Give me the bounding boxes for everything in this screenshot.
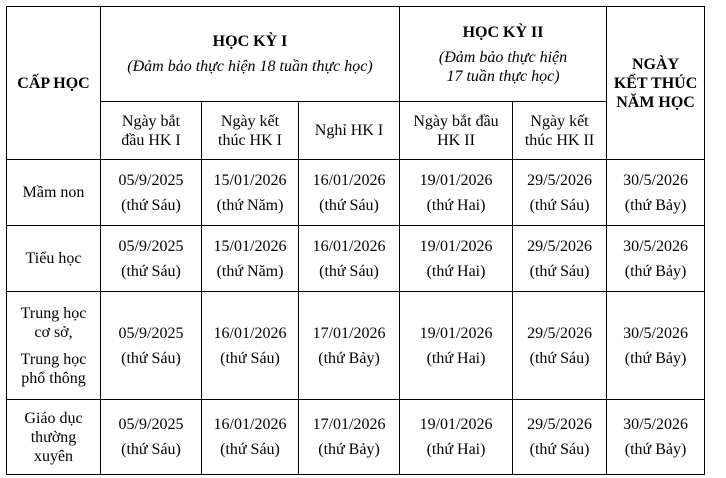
weekday-value: (thứ Sáu) — [319, 196, 379, 214]
semester-2-subtitle-line1: (Đảm bảo thực hiện — [438, 48, 568, 66]
level-column-header: CẤP HỌC — [7, 7, 101, 160]
date-cell — [202, 160, 299, 226]
subcol-hk2-start — [400, 102, 513, 160]
level-name: Mầm non — [22, 184, 85, 201]
level-name-line: Trung học — [20, 350, 87, 368]
subcol-hk1-break — [299, 102, 400, 160]
date-value: 17/01/2026 — [312, 324, 386, 342]
weekday-value: (thứ Sáu) — [220, 349, 280, 367]
date-value: 05/9/2025 — [118, 237, 184, 255]
weekday-value: (thứ Bảy) — [318, 441, 380, 458]
date-cell — [400, 400, 513, 475]
subcol-label-line2: thúc HK II — [524, 131, 595, 149]
weekday-value: (thứ Hai) — [426, 262, 486, 280]
semester-1-title: HỌC KỲ I — [212, 33, 288, 50]
weekday-value: (thứ Sáu) — [529, 349, 590, 367]
semester-2-title: HỌC KỲ II — [462, 23, 544, 41]
subcol-hk1-start — [101, 102, 202, 160]
date-cell — [299, 292, 400, 400]
date-value: 29/5/2026 — [527, 171, 592, 189]
date-value: 29/5/2026 — [527, 324, 592, 342]
date-cell — [202, 400, 299, 475]
table-row — [7, 400, 705, 475]
semester-1-header — [101, 7, 400, 102]
date-cell — [400, 160, 513, 226]
weekday-value: (thứ Sáu) — [319, 262, 379, 280]
subcol-label-line1: Ngày kết — [220, 112, 280, 130]
header-row-2 — [7, 102, 705, 160]
date-value: 30/5/2026 — [623, 416, 688, 433]
date-cell — [607, 226, 705, 292]
table-row — [7, 292, 705, 400]
date-cell — [513, 400, 607, 475]
date-cell — [513, 292, 607, 400]
date-value: 19/01/2026 — [419, 237, 493, 255]
date-value: 17/01/2026 — [312, 416, 386, 433]
semester-2-header — [400, 7, 607, 102]
date-cell — [101, 160, 202, 226]
year-end-header-line2: KẾT THÚC — [613, 74, 698, 92]
date-value: 16/01/2026 — [312, 237, 386, 255]
date-cell — [101, 226, 202, 292]
semester-1-subtitle: (Đảm bảo thực hiện 18 tuần thực học) — [127, 58, 373, 75]
date-value: 30/5/2026 — [623, 171, 688, 189]
level-name-line: xuyên — [33, 447, 74, 465]
date-value: 16/01/2026 — [213, 324, 287, 342]
subcol-hk1-end — [202, 102, 299, 160]
date-value: 05/9/2025 — [118, 171, 184, 189]
level-cell — [7, 226, 101, 292]
school-year-schedule-table — [6, 6, 705, 475]
subcol-label-line1: Ngày bắt — [121, 112, 181, 130]
subcol-label-line2: đầu HK I — [121, 131, 181, 149]
date-value: 30/5/2026 — [623, 324, 688, 342]
level-cell — [7, 400, 101, 475]
date-cell — [513, 160, 607, 226]
date-value: 16/01/2026 — [213, 416, 287, 433]
subcol-label-line1: Nghỉ HK I — [314, 122, 384, 139]
date-value: 30/5/2026 — [623, 237, 688, 255]
date-value: 29/5/2026 — [527, 237, 592, 255]
level-name-line: cơ sở, — [34, 323, 73, 341]
weekday-value: (thứ Sáu) — [121, 349, 181, 367]
date-cell — [299, 226, 400, 292]
date-value: 19/01/2026 — [419, 171, 493, 189]
weekday-value: (thứ Bảy) — [624, 441, 687, 458]
date-value: 15/01/2026 — [213, 171, 287, 189]
level-name-line: thường — [30, 428, 77, 446]
date-cell — [607, 160, 705, 226]
weekday-value: (thứ Hai) — [426, 196, 486, 214]
subcol-label-line1: Ngày kết — [530, 112, 589, 130]
weekday-value: (thứ Sáu) — [121, 262, 181, 280]
date-cell — [513, 226, 607, 292]
weekday-value: (thứ Bảy) — [624, 349, 687, 367]
weekday-value: (thứ Bảy) — [624, 262, 687, 280]
subcol-label-line2: HK II — [437, 131, 475, 149]
date-value: 19/01/2026 — [419, 416, 493, 433]
level-name-line: Trung học — [20, 304, 87, 322]
table-row — [7, 160, 705, 226]
header-row-1 — [7, 7, 705, 102]
weekday-value: (thứ Sáu) — [121, 196, 181, 214]
year-end-header — [607, 7, 705, 160]
date-value: 05/9/2025 — [118, 416, 184, 433]
subcol-label-line2: thúc HK I — [218, 131, 282, 149]
date-cell — [400, 226, 513, 292]
subcol-label-line1: Ngày bắt đầu — [413, 112, 499, 130]
date-value: 15/01/2026 — [213, 237, 287, 255]
weekday-value: (thứ Năm) — [216, 196, 284, 214]
date-cell — [202, 226, 299, 292]
weekday-value: (thứ Sáu) — [529, 196, 590, 214]
weekday-value: (thứ Hai) — [426, 349, 486, 367]
date-cell — [299, 160, 400, 226]
weekday-value: (thứ Hai) — [426, 441, 486, 458]
subcol-hk2-end — [513, 102, 607, 160]
date-cell — [607, 400, 705, 475]
date-cell — [202, 292, 299, 400]
level-cell — [7, 292, 101, 400]
date-cell — [299, 400, 400, 475]
table-row — [7, 226, 705, 292]
level-name-line: Giáo dục — [24, 409, 83, 427]
date-value: 19/01/2026 — [419, 324, 493, 342]
date-value: 16/01/2026 — [312, 171, 386, 189]
year-end-header-line3: NĂM HỌC — [616, 93, 695, 111]
date-cell — [101, 400, 202, 475]
school-year-table-container — [6, 6, 705, 475]
weekday-value: (thứ Sáu) — [121, 441, 181, 458]
weekday-value: (thứ Bảy) — [624, 196, 687, 214]
date-value: 05/9/2025 — [118, 324, 184, 342]
date-cell — [101, 292, 202, 400]
year-end-header-line1: NGÀY — [631, 55, 680, 73]
weekday-value: (thứ Sáu) — [529, 262, 590, 280]
date-cell — [607, 292, 705, 400]
weekday-value: (thứ Sáu) — [220, 441, 280, 458]
weekday-value: (thứ Bảy) — [318, 349, 380, 367]
level-name-line: phổ thông — [21, 369, 86, 387]
date-value: 29/5/2026 — [527, 416, 592, 433]
semester-2-subtitle-line2: 17 tuần thực học) — [446, 67, 560, 85]
weekday-value: (thứ Sáu) — [529, 441, 590, 458]
level-cell — [7, 160, 101, 226]
date-cell — [400, 292, 513, 400]
level-name: Tiểu học — [25, 250, 82, 267]
weekday-value: (thứ Năm) — [216, 262, 284, 280]
